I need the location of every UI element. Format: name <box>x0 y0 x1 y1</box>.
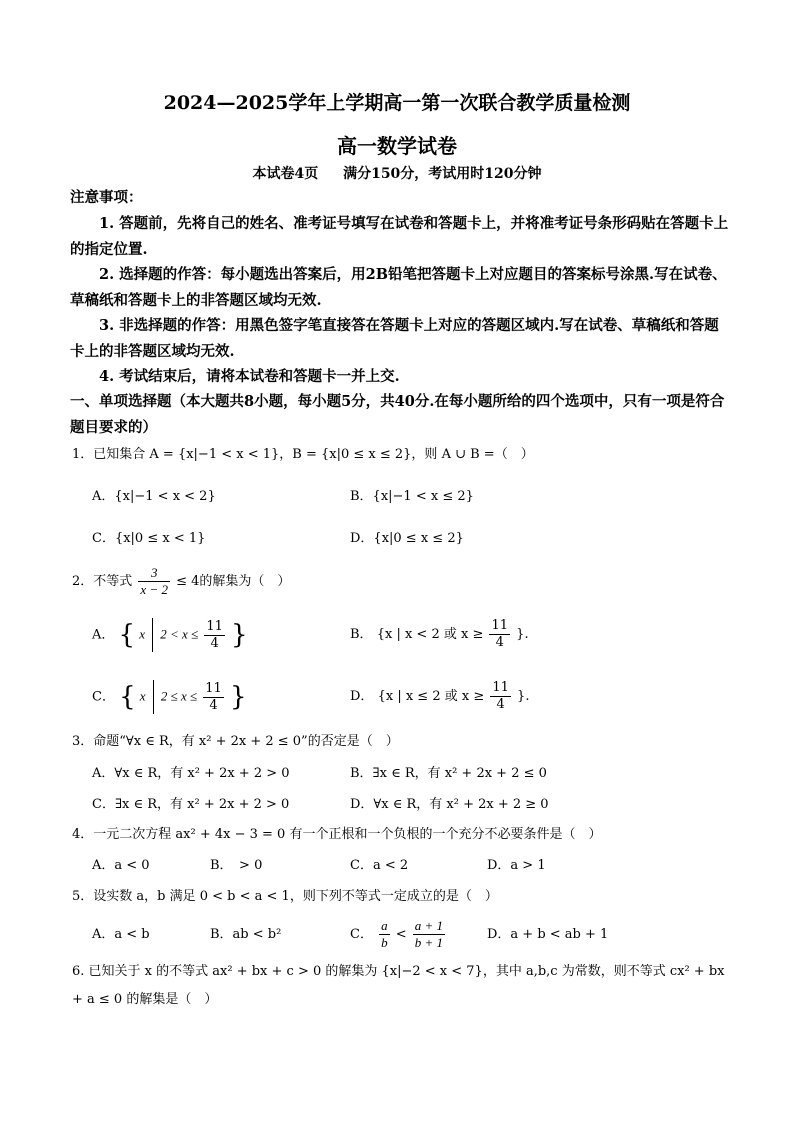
q2-c-frac-den: 4 <box>209 697 218 713</box>
q2-d-label: D． <box>350 689 374 704</box>
q2-b-end: }. <box>516 627 529 642</box>
q2-d-frac-num: 11 <box>492 680 509 695</box>
exam-title: 2024—2025学年上学期高一第一次联合教学质量检测 <box>163 92 631 114</box>
q5-c-den1: b <box>381 935 388 950</box>
q5-c-num1: a <box>381 918 388 933</box>
q4-option-c: C．a < 2 <box>350 858 409 873</box>
q2-option-c <box>92 680 247 714</box>
q4-option-d: D．a > 1 <box>487 858 546 873</box>
q2-a-var: x <box>139 626 145 642</box>
notice-heading: 注意事项： <box>70 189 143 206</box>
q3-option-d: D．∀x ∈ R，有 x² + 2x + 2 ≥ 0 <box>350 797 549 812</box>
q2-a-frac-den: 4 <box>210 635 219 651</box>
notice-item-1: 1. 答题前，先将自己的姓名、准考证号填写在试卷和答题卡上，并将准考证号条形码贴在答题卡上的指定位置. <box>70 215 729 258</box>
q2-frac-num: 3 <box>138 565 170 582</box>
question-1-stem: 1．已知集合 A = {x|−1 < x < 1}，B = {x|0 ≤ x ≤ 2}，则 A ∪ B =（ ） <box>72 447 534 462</box>
q4-option-a: A．a < 0 <box>92 858 150 873</box>
right-brace-icon: } <box>231 620 248 650</box>
q2-c-ineq: 2 ≤ x ≤ <box>160 688 198 704</box>
q4-option-b: B． > 0 <box>210 858 263 873</box>
q2-b-frac <box>489 618 510 651</box>
q2-c-var: x <box>139 688 146 704</box>
q2-b-text: {x | x < 2 或 x ≥ <box>376 627 484 642</box>
q1-option-b: B．{x|−1 < x ≤ 2} <box>350 489 474 504</box>
question-6-stem: 6. 已知关于 x 的不等式 ax² + bx + c > 0 的解集为 {x|−2 < x < 7}，其中 a,b,c 为常数，则不等式 cx² + bx + a ≤ 0 的解集是（ ） <box>72 964 725 1007</box>
q5-c-frac-left <box>379 918 390 951</box>
q2-c-frac <box>203 681 224 714</box>
q2-a-frac <box>204 619 225 652</box>
q2-d-text: {x | x ≤ 2 或 x ≥ <box>377 689 485 704</box>
q2-d-frac <box>490 680 511 713</box>
question-5-stem: 5．设实数 a，b 满足 0 < b < a < 1，则下列不等式一定成立的是（ ） <box>72 889 498 904</box>
q1-option-a: A．{x|−1 < x < 2} <box>92 489 216 504</box>
q5-c-label: C． <box>350 927 373 942</box>
q2-a-ineq: 2 < x ≤ <box>160 626 199 642</box>
q3-option-b: B．∃x ∈ R，有 x² + 2x + 2 ≤ 0 <box>350 766 547 781</box>
notice-item-3: 3. 非选择题的作答：用黑色签字笔直接答在答题卡上对应的答题区域内.写在试卷、草稿纸和答题卡上的非答题区域均无效. <box>70 317 719 360</box>
q2-frac-den: x − 2 <box>140 582 168 597</box>
q5-option-c <box>350 918 447 951</box>
q2-stem-suffix: ≤ 4的解集为（ ） <box>176 574 291 589</box>
q5-c-den2: b + 1 <box>414 935 444 950</box>
q1-option-d: D．{x|0 ≤ x ≤ 2} <box>350 531 464 546</box>
right-brace-icon: } <box>229 682 247 712</box>
q2-b-frac-den: 4 <box>495 635 504 650</box>
q2-d-frac-den: 4 <box>496 697 505 712</box>
info-score: 满分150分，考试用时120分钟 <box>343 166 542 182</box>
exam-info <box>0 163 794 183</box>
q2-fraction <box>138 565 170 598</box>
info-pages: 本试卷4页 <box>252 166 319 182</box>
left-brace-icon: { <box>119 682 136 712</box>
section-heading: 一、单项选择题（本大题共8小题，每小题5分，共40分.在每小题所给的四个选项中，只有一项是符合题目要求的） <box>70 393 725 436</box>
q5-option-b: B．ab < b² <box>210 927 282 942</box>
question-3-stem: 3．命题“∀x ∈ R，有 x² + 2x + 2 ≤ 0”的否定是（ ） <box>72 734 399 749</box>
q2-b-frac-num: 11 <box>491 618 509 633</box>
left-brace-icon: { <box>118 620 136 650</box>
question-2-stem <box>72 565 290 598</box>
q2-c-frac-num: 11 <box>205 680 222 696</box>
q3-option-c: C．∃x ∈ R，有 x² + 2x + 2 > 0 <box>92 797 290 812</box>
q2-a-frac-num: 11 <box>206 618 223 634</box>
q5-c-mid: < <box>395 927 407 942</box>
question-4-stem: 4．一元二次方程 ax² + 4x − 3 = 0 有一个正根和一个负根的一个充分不必要条件是（ ） <box>72 827 602 842</box>
set-bar-icon <box>153 680 154 714</box>
q3-option-a: A．∀x ∈ R，有 x² + 2x + 2 > 0 <box>92 766 290 781</box>
q5-c-frac-right <box>413 918 445 951</box>
notice-item-2: 2. 选择题的作答：每小题选出答案后，用2B铅笔把答题卡上对应题目的答案标号涂黑.写在试卷、草稿纸和答题卡上的非答题区域均无效. <box>70 266 727 309</box>
notice-item-4: 4. 考试结束后，请将本试卷和答题卡一并上交. <box>99 368 400 385</box>
exam-subtitle: 高一数学试卷 <box>337 134 457 158</box>
q5-option-a: A．a < b <box>92 927 150 942</box>
q2-option-d <box>350 680 529 713</box>
set-bar-icon <box>152 618 153 652</box>
q2-option-b <box>350 618 529 651</box>
q5-option-d: D．a + b < ab + 1 <box>487 927 609 942</box>
q2-b-label: B． <box>350 627 373 642</box>
q1-option-c: C．{x|0 ≤ x < 1} <box>92 531 206 546</box>
q2-option-a <box>92 618 248 652</box>
q2-d-end: }. <box>517 689 530 704</box>
q2-stem-prefix: 2．不等式 <box>72 574 133 589</box>
q2-a-label: A． <box>92 627 115 643</box>
q5-c-num2: a + 1 <box>414 918 444 933</box>
q2-c-label: C． <box>92 689 115 705</box>
